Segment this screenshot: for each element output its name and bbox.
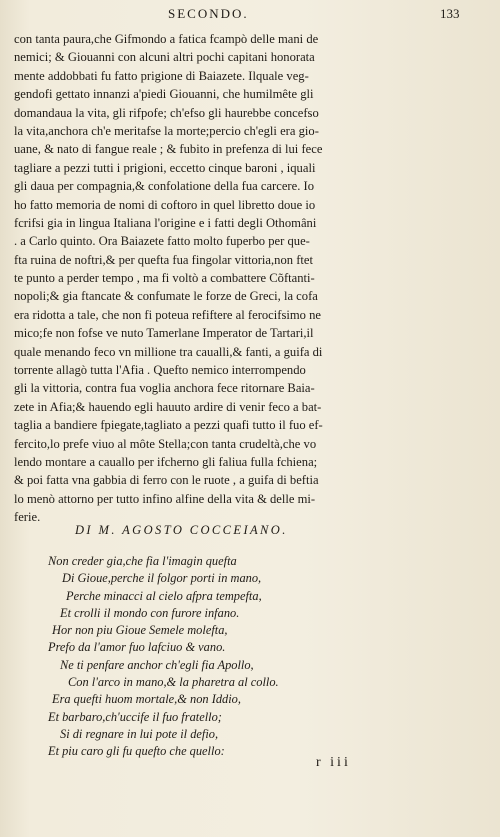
poem-line: Ne ti penfare anchor ch'egli fia Apollo, [60,657,254,672]
prose-line: fta ruina de noftri,& per quefta fua fingolar vittoria,non ftet [14,252,313,267]
prose-line: gendofi gettato innanzi a'piedi Giouanni, che humilmête gli [14,87,314,102]
page-number: 133 [440,6,460,21]
poem-line: Perche minacci al cielo afpra tempefta, [66,588,262,603]
poem-line: Si di regnare in lui pote il defio, [60,726,219,741]
prose-line: mente addobbati fu fatto prigione di Baiazete. Ilquale veg- [14,68,309,83]
prose-line: ho fatto memoria de nomi di coftoro in quel libretto doue io [14,197,316,212]
prose-line: lendo montare a cauallo per ifcherno gli faliua fulla fchiena; [14,454,318,469]
prose-line: mico;fe non fofse ve nuto Tamerlane Imperator de Tartari,il [14,326,314,341]
poem-line: Et barbaro,ch'uccife il fuo fratello; [48,709,222,724]
prose-line: con tanta paura,che Gifmondo a fatica fcampò delle mani de [14,32,319,46]
prose-line: domandaua la vita, gli rifpofe; ch'efso gli haurebbe concefso [14,105,319,120]
running-title: SECONDO. [168,6,249,21]
prose-line: . a Carlo quinto. Ora Baiazete fatto molto fuperbo per que- [14,234,310,249]
prose-line: era ridotta a tale, che non fi poteua refiftere al ferocifsimo ne [14,307,321,322]
prose-line: uane, & nato di fangue reale ; & fubito in prefenza di lui fece [14,142,323,157]
prose-line: quale menando feco vn millione tra caualli,& fanti, a guifa di [14,344,323,359]
prose-line: & poi fatta vna gabbia di ferro con le ruote , a guifa di beftia [14,473,319,488]
prose-line: lo menò attorno per tutto infino alfine della vita & delle mi- [14,491,316,506]
poem-stanza [44,553,279,761]
prose-block [14,30,412,527]
prose-line: torrente allagò tutta l'Afia . Quefto nemico interrompendo [14,363,306,378]
prose-line: nopoli;& gia ftancate & confumate le forze de Greci, la cofa [14,289,318,304]
poem-line: Et crolli il mondo con furore infano. [60,605,240,620]
poem-line: Non creder gia,che fia l'imagin quefta [48,554,237,568]
prose-line: nemici; & Giouanni con alcuni altri pochi capitani honorata [14,50,315,65]
prose-line: taglia a bandiere fpiegate,tagliato a pezzi quafi tutto il fuo ef- [14,418,323,433]
prose-line: la vita,anchora ch'e meritafse la morte;percio ch'egli era gio- [14,123,319,138]
prose-line: zete in Afia;& hauendo egli hauuto ardire di venir feco a bat- [14,399,322,414]
prose-line: fercito,lo prefe viuo al môte Stella;con tanta crudeltà,che vo [14,436,317,451]
prose-line: gli la vittoria, contra fua voglia anchora fece ritornare Baia- [14,381,315,396]
prose-line: tagliare a pezzi tutti i prigioni, eccetto cinque baroni , iquali [14,160,316,175]
prose-line: te punto a perder tempo , ma fi voltò a combattere Cõftanti- [14,271,315,286]
prose-line: gli daua per compagnia,& confolatione della fua carcere. Io [14,179,315,194]
signature-mark: r iii [316,755,351,770]
poem-line: Di Gioue,perche il folgor porti in mano, [62,571,262,586]
poem-line: Hor non piu Gioue Semele molefta, [52,623,228,638]
poem-line: Era quefti huom mortale,& non Iddio, [52,692,241,707]
running-head [0,6,500,26]
poem-line: Et piu caro gli fu quefto che quello: [48,744,225,759]
prose-line: ferie. [14,510,41,525]
section-heading: DI M. AGOSTO COCCEIANO. [75,523,288,537]
poem-line: Prefo da l'amor fuo lafciuo & vano. [48,640,226,655]
poem-line: Con l'arco in mano,& la pharetra al collo. [68,675,279,690]
prose-line: fcrifsi gia in lingua Italiana l'origine e i fatti degli Othomâni [14,215,317,230]
